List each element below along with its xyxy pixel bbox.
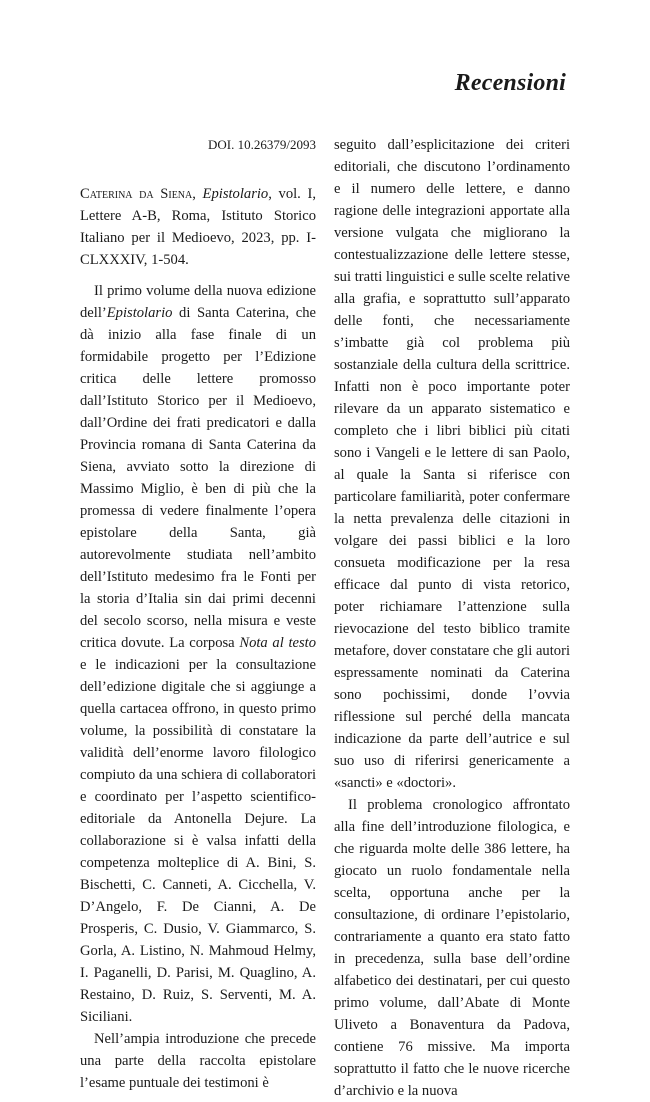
text-run: e le indicazioni per la consultazione dell’edizione digitale che si aggiunge a quella cartacea offrono, in questo primo volume, la possibilità di constatare la validità dell’enorme lavoro filologico compiuto da una schiera di collaboratori e coordinato per l’aspetto scientifico-editoriale da Antonella Dejure. La collaborazione si è valsa infatti della competenza molteplice di A. Bini, S. Bischetti, C. Canneti, A. Cicchella, V. D’Angelo, F. De Cianni, A. De Prosperis, C. Dusio, V. Giammarco, S. Gorla, A. Listino, N. Mahmoud Helmy, I. Paganelli, D. Parisi, M. Quaglino, A. Restaino, D. Ruiz, S. Serventi, M. A. Siciliani. <box>80 657 316 1025</box>
citation-title: Epistolario <box>202 186 269 202</box>
doi-reference: DOI. 10.26379/2093 <box>208 137 316 152</box>
italic-title: Nota al testo <box>239 635 317 651</box>
citation-details: , vol. I, Lettere A-B, Roma, Istituto Storico Italiano per il Medioevo, 2023, pp. I-CLXXXIV, 1-504. <box>80 186 316 268</box>
body-paragraph <box>80 280 316 1028</box>
body-paragraph: Nell’ampia introduzione che precede una parte della raccolta epistolare l’esame puntuale dei testimoni è <box>80 1031 316 1091</box>
section-title: Recensioni <box>454 70 566 96</box>
body-paragraph: Il problema cronologico affrontato alla fine dell’introduzione filologica, e che riguarda molte delle 386 lettere, ha giocato un ruolo fondamentale nella scelta, opportuna anche per la consultazione, di ordinare l’epistolario, contrariamente a quanto era stato fatto in precedenza, sulla base dell’ordine alfabetico dei destinatari, per cui questo primo volume, dall’Abate di Monte Uliveto a Bonaventura da Padova, contiene 76 missive. Ma importa soprattutto il fatto che le nuove ricerche d’archivio e la nuova <box>334 797 570 1099</box>
citation-author: Caterina da Siena <box>80 186 193 202</box>
text-run: Il primo volume della nuova edizione dell’ <box>80 283 316 321</box>
right-column <box>334 134 570 1102</box>
body-paragraph-continued: seguito dall’esplicitazione dei criteri editoriali, che discutono l’ordinamento e il numero delle lettere, e danno ragione delle integrazioni apportate alla versione vulgata che migliorano la contestualizzazione delle lettere stesse, sui tratti linguistici e sulle scelte relative alla grafia, e soprattutto sull’apparato delle fonti, che necessariamente s’imbatte già col problema più sostanziale della cultura della scrittrice. Infatti non è poco importante poter rilevare da un apparato sistematico e completo che i libri biblici più citati sono i Vangeli e le lettere di san Paolo, al quale la Santa si riferisce con particolare familiarità, poter confermare la netta prevalenza delle citazioni in volgare dei passi biblici e la loro consueta modificazione per la resa efficace dal punto di vista retorico, poter richiamare l’attenzione sulla rievocazione del testo biblico tramite metafore, dover constatare che gli autori espressamente nominati da Caterina sono pochissimi, donde l’ovvia riflessione sul perché della mancata indicazione da parte dell’autrice e sul suo uso di riferirsi genericamente a «sancti» e «doctori». <box>334 137 570 791</box>
citation-separator: , <box>192 186 203 202</box>
book-citation <box>80 183 316 271</box>
italic-title: Epistolario <box>106 305 173 321</box>
text-run: di Santa Caterina, che dà inizio alla fase finale di un formidabile progetto per l’Edizione critica delle lettere promosso dall’Istituto Storico per il Medioevo, dall’Ordine dei frati predicatori e dalla Provincia romana di Santa Caterina da Siena, avviato sotto la direzione di Massimo Miglio, è ben di più che la promessa di vedere finalmente l’opera epistolare della Santa, già autorevolmente studiata nell’ambito dell’Istituto medesimo fra le Fonti per la storia d’Italia sin dai primi decenni del secolo scorso, nella misura e veste critica dovute. La corposa <box>80 305 316 651</box>
left-column <box>80 134 316 1094</box>
